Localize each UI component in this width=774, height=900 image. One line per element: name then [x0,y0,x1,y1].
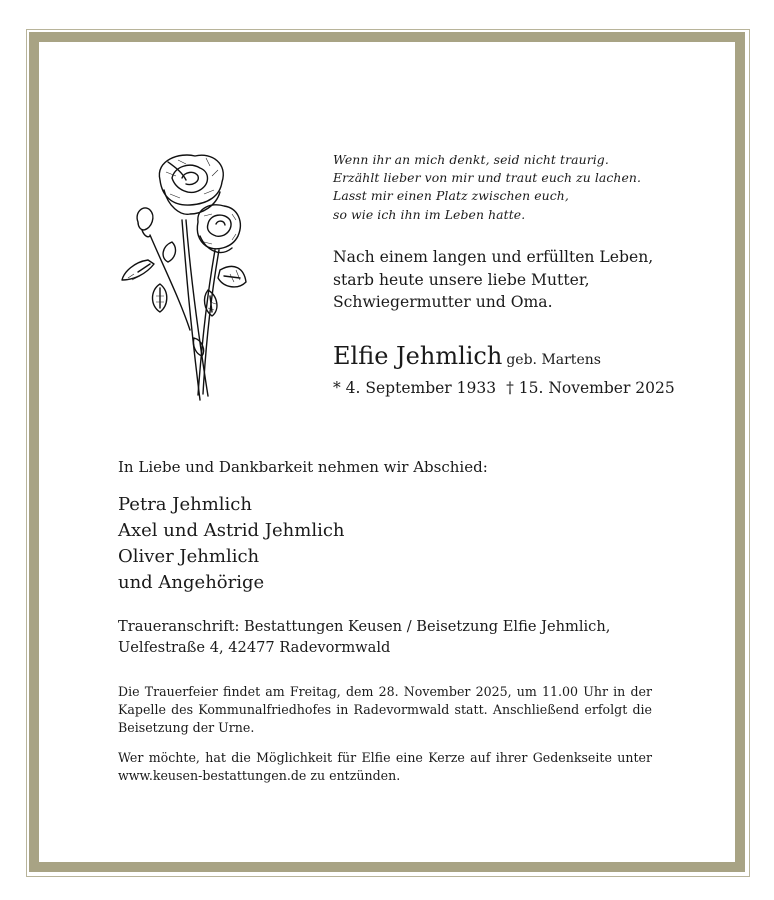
mourning-address [118,616,610,658]
death-announcement [333,246,653,314]
mourner-name: und Angehörige [118,572,265,593]
life-dates [333,379,675,397]
poem-line: so wie ich ihn im Leben hatte. [333,206,526,222]
address-line: Uelfestraße 4, 42477 Radevormwald [118,639,391,656]
birth-date: * 4. September 1933 [333,379,497,397]
farewell-line: In Liebe und Dankbarkeit nehmen wir Abschied: [118,458,488,476]
mourner-name: Petra Jehmlich [118,494,252,515]
intro-line: starb heute unsere liebe Mutter, [333,270,590,289]
ceremony-details: Die Trauerfeier findet am Freitag, dem 28. November 2025, um 11.00 Uhr in der Kapelle des Kommunalfriedhofes in Radevormwald statt. Anschließend erfolgt die Beisetzung der Urne. [118,684,652,736]
deceased-name: Elfie Jehmlich [333,342,503,370]
poem-line: Erzählt lieber von mir und traut euch zu lachen. [333,170,642,186]
intro-line: Schwiegermutter und Oma. [333,293,553,311]
deceased-name-line [333,342,601,370]
intro-line: Nach einem langen und erfüllten Leben, [333,248,654,266]
mourner-name: Oliver Jehmlich [118,546,260,567]
maiden-name: geb. Martens [506,352,601,368]
memorial-candle-note: Wer möchte, hat die Möglichkeit für Elfie eine Kerze auf ihrer Gedenkseite unter www.keusen-bestattungen.de zu entzünden. [118,750,652,784]
poem-line: Lasst mir einen Platz zwischen euch, [333,188,569,204]
rose-illustration-icon [120,150,250,405]
mourners-list [118,492,345,596]
mourner-name: Axel und Astrid Jehmlich [118,520,345,541]
address-line: Traueranschrift: Bestattungen Keusen / Beisetzung Elfie Jehmlich, [118,618,611,635]
poem-line: Wenn ihr an mich denkt, seid nicht traurig. [333,152,609,167]
death-date: † 15. November 2025 [506,379,675,397]
poem [333,151,641,224]
